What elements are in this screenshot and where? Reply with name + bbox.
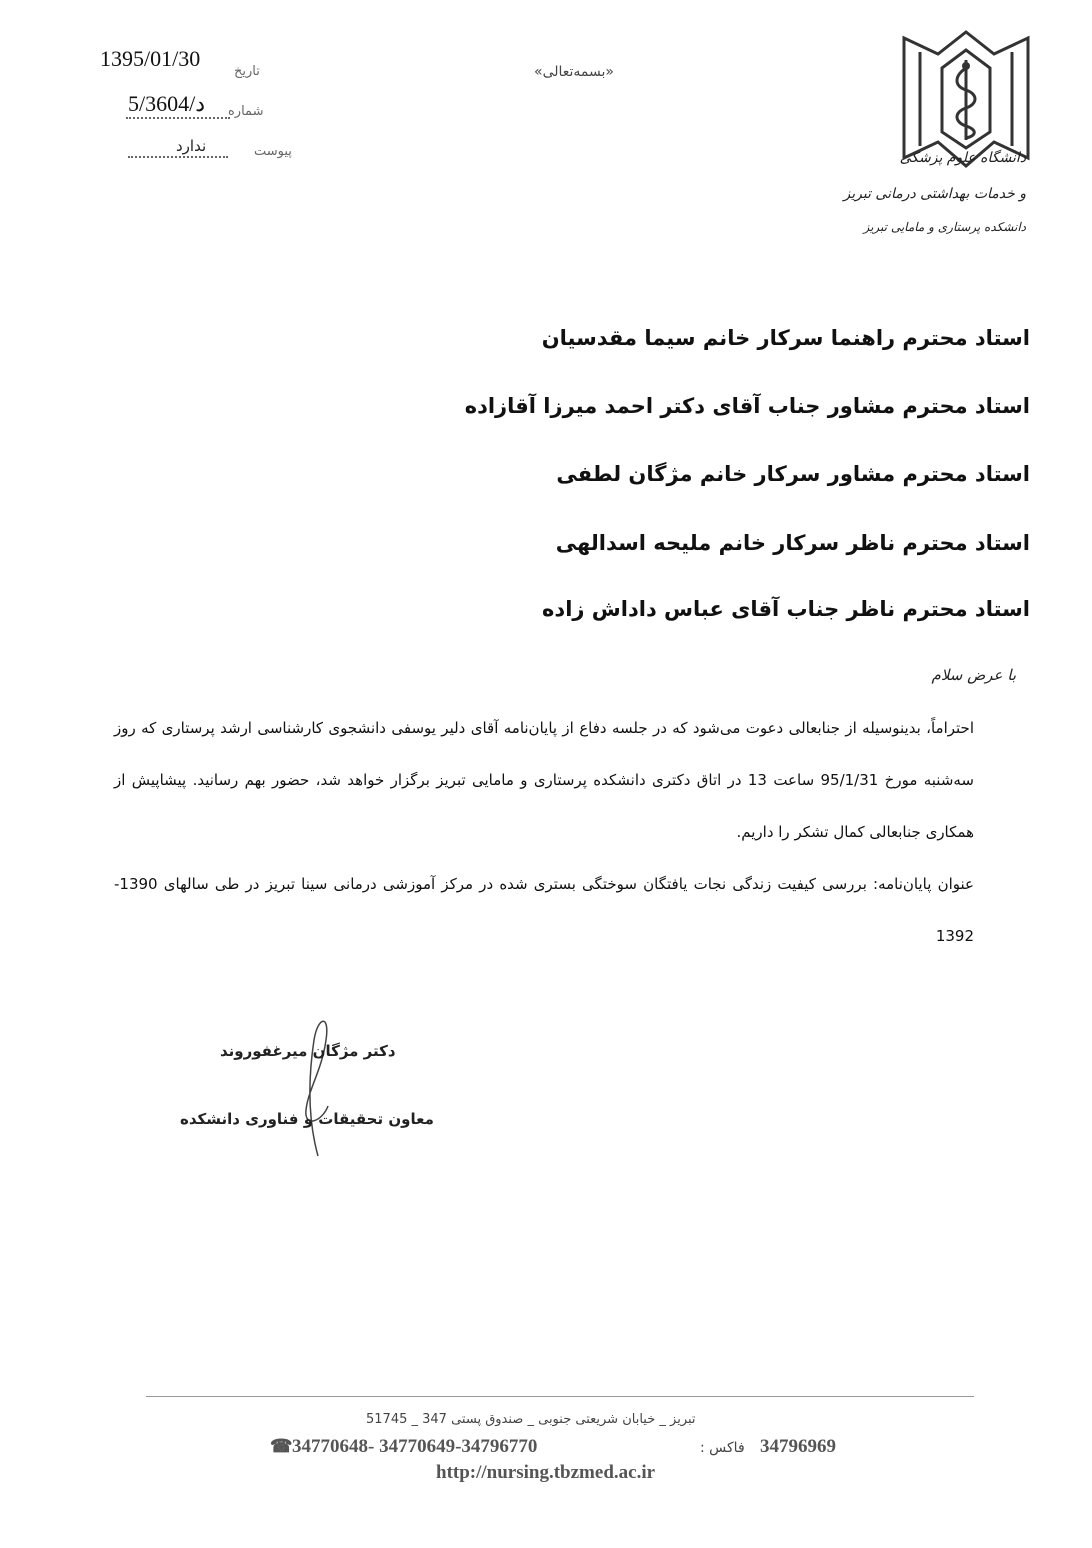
greeting: با عرض سلام — [931, 666, 1016, 684]
logo-caption-1: دانشگاه علوم پزشکی — [899, 150, 1026, 166]
thesis-title: عنوان پایان‌نامه: بررسی کیفیت زندگی نجات یافتگان سوختگی بستری شده در مرکز آموزشی درمانی سینا تبریز در طی سالهای 1390-1392 — [114, 875, 974, 945]
basmala: «بسمه‌تعالی» — [534, 64, 614, 80]
invitation-paragraph: احتراماً، بدینوسیله از جنابعالی دعوت می‌شود که در جلسه دفاع از پایان‌نامه آقای دلیر یوسفی دانشجوی کارشناسی ارشد پرستاری که روز سه‌شنبه مورخ 95/1/31 ساعت 13 در اتاق دکتری دانشکده پرستاری و مامایی تبریز برگزار خواهد شد، حضور بهم رسانید. پیشاپیش از همکاری جنابعالی کمال تشکر را داریم. — [114, 719, 974, 841]
footer-fax-label: فاکس : — [700, 1440, 745, 1456]
signatory-title: معاون تحقیقات و فناوری دانشکده — [180, 1110, 434, 1128]
footer-fax: 34796969 — [760, 1436, 836, 1457]
recipient-1: استاد محترم راهنما سرکار خانم سیما مقدسیان — [541, 326, 1030, 350]
footer-address: تبریز _ خیابان شریعتی جنوبی _ صندوق پستی 347 _ 51745 — [366, 1412, 696, 1427]
footer-phones: 34770648- 34770649-34796770 — [292, 1436, 538, 1457]
number-dots — [126, 117, 230, 119]
number-label: شماره — [228, 104, 264, 119]
number-value: 5/د/3604 — [128, 91, 206, 116]
recipient-3: استاد محترم مشاور سرکار خانم مژگان لطفی — [556, 462, 1030, 486]
footer-divider — [146, 1396, 974, 1397]
attachment-value: ندارد — [176, 137, 207, 155]
logo-caption-2: و خدمات بهداشتی درمانی تبریز — [843, 186, 1026, 202]
signatory-name: دکتر مژگان میرغفوروند — [220, 1042, 396, 1060]
recipient-4: استاد محترم ناظر سرکار خانم ملیحه اسدالهی — [555, 531, 1030, 555]
recipient-2: استاد محترم مشاور جناب آقای دکتر احمد میرزا آقازاده — [464, 394, 1030, 418]
attachment-label: پیوست — [254, 144, 292, 159]
handwritten-signature — [278, 1010, 358, 1160]
date-value: 1395/01/30 — [100, 46, 201, 71]
attachment-dots — [128, 156, 228, 158]
phone-icon: ☎ — [270, 1436, 293, 1456]
footer-website: http://nursing.tbzmed.ac.ir — [436, 1462, 656, 1483]
date-label: تاریخ — [234, 64, 260, 79]
recipient-5: استاد محترم ناظر جناب آقای عباس داداش زاده — [542, 597, 1030, 621]
logo-caption-3: دانشکده پرستاری و مامایی تبریز — [863, 220, 1026, 234]
